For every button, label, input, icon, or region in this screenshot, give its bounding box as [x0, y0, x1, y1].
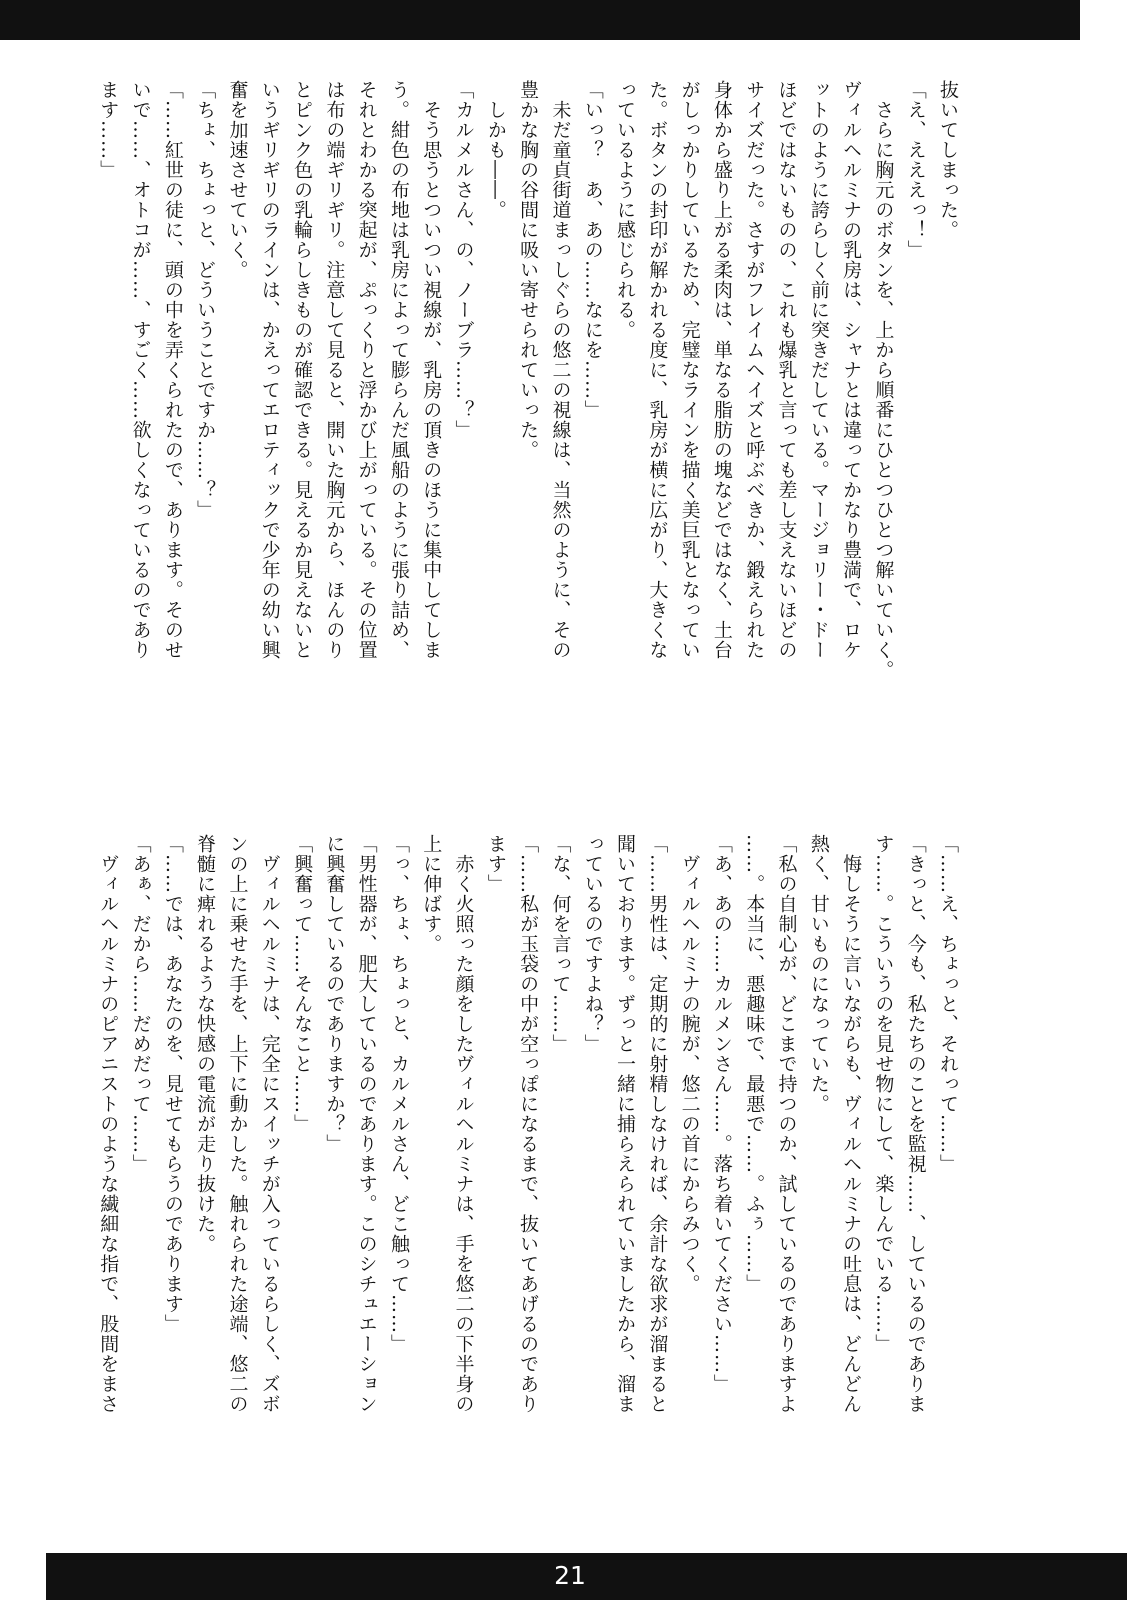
text-line: 「……私が玉袋の中が空っぽになるまで、抜いてあげるのであり [517, 834, 540, 1414]
text-line: 「カルメルさん、の、ノーブラ……？」 [452, 80, 475, 440]
text-line: 「男性器が、肥大しているのであります。このシチュエーション [355, 834, 378, 1414]
top-border-bar [0, 0, 1127, 40]
text-line: ンの上に乗せた手を、上下に動かした。触れられた途端、悠二の [226, 834, 249, 1414]
text-line: す……。こういうのを見せ物にして、楽しんでいる……」 [872, 834, 895, 1354]
text-line: 「っ、ちょ、ちょっと、カルメルさん、どこ触って……」 [387, 834, 410, 1354]
text-line: 「あ、あの……カルメンさん……。落ち着いてください……」 [710, 834, 733, 1394]
text-line: は布の端ギリギリ。注意して見ると、開いた胸元から、ほんのり [323, 80, 346, 660]
text-line: 抜いてしまった。 [937, 80, 959, 240]
text-line: ます……」 [97, 80, 120, 180]
text-line: サイズだった。さすがフレイムヘイズと呼ぶべきか、鍛えられた [743, 80, 766, 660]
text-line: しかも――。 [484, 80, 507, 220]
text-line: さらに胸元のボタンを、上から順番にひとつひとつ解いていく。 [872, 80, 895, 680]
text-line: 未だ童貞街道まっしぐらの悠二の視線は、当然のように、その [549, 80, 572, 660]
text-line: 上に伸ばす。 [420, 834, 443, 954]
text-line: ヴィルヘルミナは、完全にスイッチが入っているらしく、ズボ [258, 834, 281, 1414]
text-line: そう思うとついつい視線が、乳房の頂きのほうに集中してしま [420, 80, 443, 660]
text-line: ヴィルヘルミナの乳房は、シャナとは違ってかなり豊満で、ロケ [840, 80, 863, 660]
text-line: た。ボタンの封印が解かれる度に、乳房が横に広がり、大きくな [646, 80, 669, 660]
text-line: 「……では、あなたのを、見せてもらうのであります」 [161, 834, 184, 1334]
text-line: 「きっと、今も、私たちのことを監視……、しているのでありま [904, 834, 927, 1414]
page-number: 21 [554, 1561, 586, 1590]
text-line: 「な、何を言って……」 [549, 834, 572, 1054]
text-line: 赤く火照った顔をしたヴィルヘルミナは、手を悠二の下半身の [452, 834, 475, 1414]
text-line: 奮を加速させていく。 [226, 80, 249, 280]
text-line: 「興奮って……そんなこと……」 [291, 834, 314, 1134]
text-line: ットのように誇らしく前に突きだしている。マージョリー・ドー [807, 80, 830, 660]
text-line: 熱く、甘いものになっていた。 [807, 834, 830, 1114]
text-line: いで……、オトコが……、すごく……欲しくなっているのであり [129, 80, 152, 660]
text-line: 「え、えええっ！」 [904, 80, 927, 260]
text-line: う。紺色の布地は乳房によって膨らんだ風船のように張り詰め、 [387, 80, 410, 660]
text-line: ヴィルヘルミナの腕が、悠二の首にからみつく。 [678, 834, 701, 1294]
text-line: 「……え、ちょっと、それって……」 [937, 834, 959, 1174]
text-line: とピンク色の乳輪らしきものが確認できる。見えるか見えないと [291, 80, 314, 660]
text-line: ます」 [484, 834, 507, 894]
text-line: 「いっ？ あ、あの……なにを……」 [581, 80, 604, 420]
text-line: ……。本当に、悪趣味で、最悪で……。ふぅ……」 [743, 834, 766, 1294]
text-line: 「私の自制心が、どこまで持つのか、試しているのでありますよ [775, 834, 798, 1414]
text-line: っているように感じられる。 [614, 80, 637, 340]
text-line: に興奮しているのでありますか？」 [323, 834, 346, 1154]
text-line: ほどではないものの、これも爆乳と言っても差し支えないほどの [775, 80, 798, 660]
text-line: 「あぁ、だから……だめだって……」 [129, 834, 152, 1174]
text-line: 「……紅世の徒に、頭の中を弄くられたので、あります。そのせ [161, 80, 184, 660]
text-line: 「……男性は、定期的に射精しなければ、余計な欲求が溜まると [646, 834, 669, 1414]
text-line: 身体から盛り上がる柔肉は、単なる脂肪の塊などではなく、土台 [710, 80, 733, 660]
text-line: ヴィルヘルミナのピアニストのような繊細な指で、股間をまさ [97, 834, 120, 1414]
text-line: いうギリギリのラインは、かえってエロティックで少年の幼い興 [258, 80, 281, 660]
text-line: っているのですよね？」 [581, 834, 604, 1054]
top-right-corner-box [1078, 0, 1127, 40]
lower-text-block [64, 834, 964, 1494]
upper-text-block [64, 80, 964, 740]
text-line: 悔しそうに言いながらも、ヴィルヘルミナの吐息は、どんどん [840, 834, 863, 1414]
bottom-left-corner-box [0, 1553, 46, 1600]
text-line: 豊かな胸の谷間に吸い寄せられていった。 [517, 80, 540, 460]
text-line: がしっかりしているため、完璧なラインを描く美巨乳となってい [678, 80, 701, 660]
text-line: 脊髄に痺れるような快感の電流が走り抜けた。 [194, 834, 217, 1254]
text-line: それとわかる突起が、ぷっくりと浮かび上がっている。その位置 [355, 80, 378, 660]
text-line: 「ちょ、ちょっと、どういうことですか……？」 [194, 80, 217, 520]
text-line: 聞いております。ずっと一緒に捕らえられていましたから、溜ま [614, 834, 637, 1414]
